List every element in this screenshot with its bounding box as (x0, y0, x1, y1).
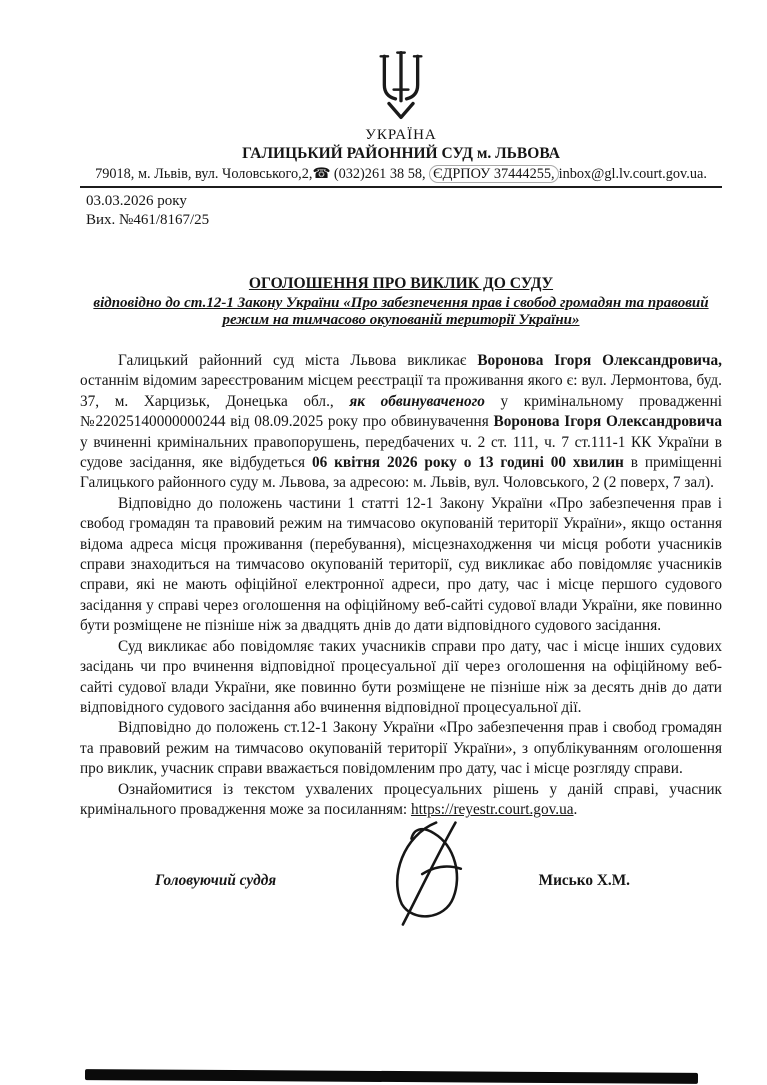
paragraph-law-part1: Відповідно до положень частини 1 статті 12-1 Закону України «Про забезпечення прав і свобод громадян та правовий режим на тимчасово окупованій території України», якщо остання відома адреса місця проживання (перебування), місцезнаходження чи місця роботи учасників справи знаходиться на тимчасово окупованій території, суд викликає або повідомляє учасників справи, які не мають офіційної електронної адреси, про дату, час і місце першого судового засідання у справі через оголошення на офіційному веб-сайті судової влади України, яке повинно бути розміщене не пізніше ніж за двадцять днів до дати відповідного судового засідання. (80, 494, 722, 635)
document-subtitle: відповідно до ст.12-1 Закону України «Про забезпечення прав і свобод громадян та правовий режим на тимчасово окупованій території України» (93, 295, 709, 328)
document-title: ОГОЛОШЕННЯ ПРО ВИКЛИК ДО СУДУ (248, 275, 554, 292)
text-run: . (573, 800, 578, 818)
text-run: 06 квітня 2026 року о 13 годині 00 хвилин (311, 454, 624, 472)
scan-artifact-bar (85, 1069, 698, 1084)
signature-block (80, 872, 722, 890)
judge-title-label: Головуючий суддя (155, 872, 277, 890)
text-run: у кримінальному провадженні №22025140000000244 від 08.09.2025 року про обвинувачення (80, 392, 723, 431)
document-date: 03.03.2026 року (86, 193, 187, 209)
text-run: як обвинуваченого (349, 392, 485, 410)
text-run: Ознайомитися із текстом ухвалених процесуальних рішень у даній справі, учасник кримінального провадження може за посиланням: (80, 780, 722, 818)
contact-line (80, 166, 722, 188)
ukraine-trident-icon (373, 48, 429, 127)
paragraph-notification-effect: Відповідно до положень ст.12-1 Закону України «Про забезпечення прав і свобод громадян та правовий режим на тимчасово окупованій території України», з опублікуванням оголошення про виклик, учасник справи вважається повідомленим про дату, час і місце розгляду справи. (80, 719, 722, 778)
court-name: ГАЛИЦЬКИЙ РАЙОННИЙ СУД м. ЛЬВОВА (242, 145, 560, 162)
text-run: Воронова Ігоря Олександровича, (477, 352, 722, 369)
text-run: Галицький районний суд міста Львова викликає (118, 352, 478, 369)
paragraph-summons (80, 351, 722, 494)
text-run: останнім відомим зареєстрованим місцем реєстрації та проживання якого є: вул. Лермонтова, буд. 37, м. Харцизьк, Донецька обл., (80, 372, 722, 410)
text-run: у вчиненні кримінальних правопорушень, передбачених ч. 2 ст. 111, ч. 7 ст.111-1 КК України в судове засідання, яке відбудеться (80, 433, 722, 472)
letterhead (80, 48, 722, 229)
paragraph-other-hearings: Суд викликає або повідомляє таких учасників справи про дату, час і місце інших судових засідань чи про вчинення відповідної процесуальної дії через оголошення на офіційному веб-сайті судової влади України, яке повинно бути розміщене не пізніше ніж за десять днів до дати відповідного судового засідання або вчинення відповідної процесуальної дії. (80, 637, 722, 716)
paragraph-registry-link (80, 780, 722, 821)
outgoing-ref-number: Вих. №461/8167/25 (86, 212, 210, 228)
judge-signature (368, 814, 500, 932)
document-body (80, 275, 722, 890)
text-run: в приміщенні Галицького районного суду м. Львова, за адресою: м. Львів, вул. Чоловського, 2 (2 поверх, 7 зал). (80, 454, 722, 492)
edrpou-code: ЄДРПОУ 37444255, (429, 165, 558, 183)
court-phone: (032)261 38 58, (330, 166, 430, 182)
court-address: 79018, м. Львів, вул. Чоловського,2, (95, 166, 313, 182)
country-name: УКРАЇНА (365, 127, 437, 143)
registry-link[interactable]: https://reyestr.court.gov.ua (410, 800, 574, 818)
text-run: Воронова Ігоря Олександровича (493, 413, 722, 431)
judge-name: Мисько Х.М. (538, 872, 630, 890)
court-email: inbox@gl.lv.court.gov.ua. (558, 166, 707, 182)
phone-icon: ☎ (312, 166, 331, 182)
